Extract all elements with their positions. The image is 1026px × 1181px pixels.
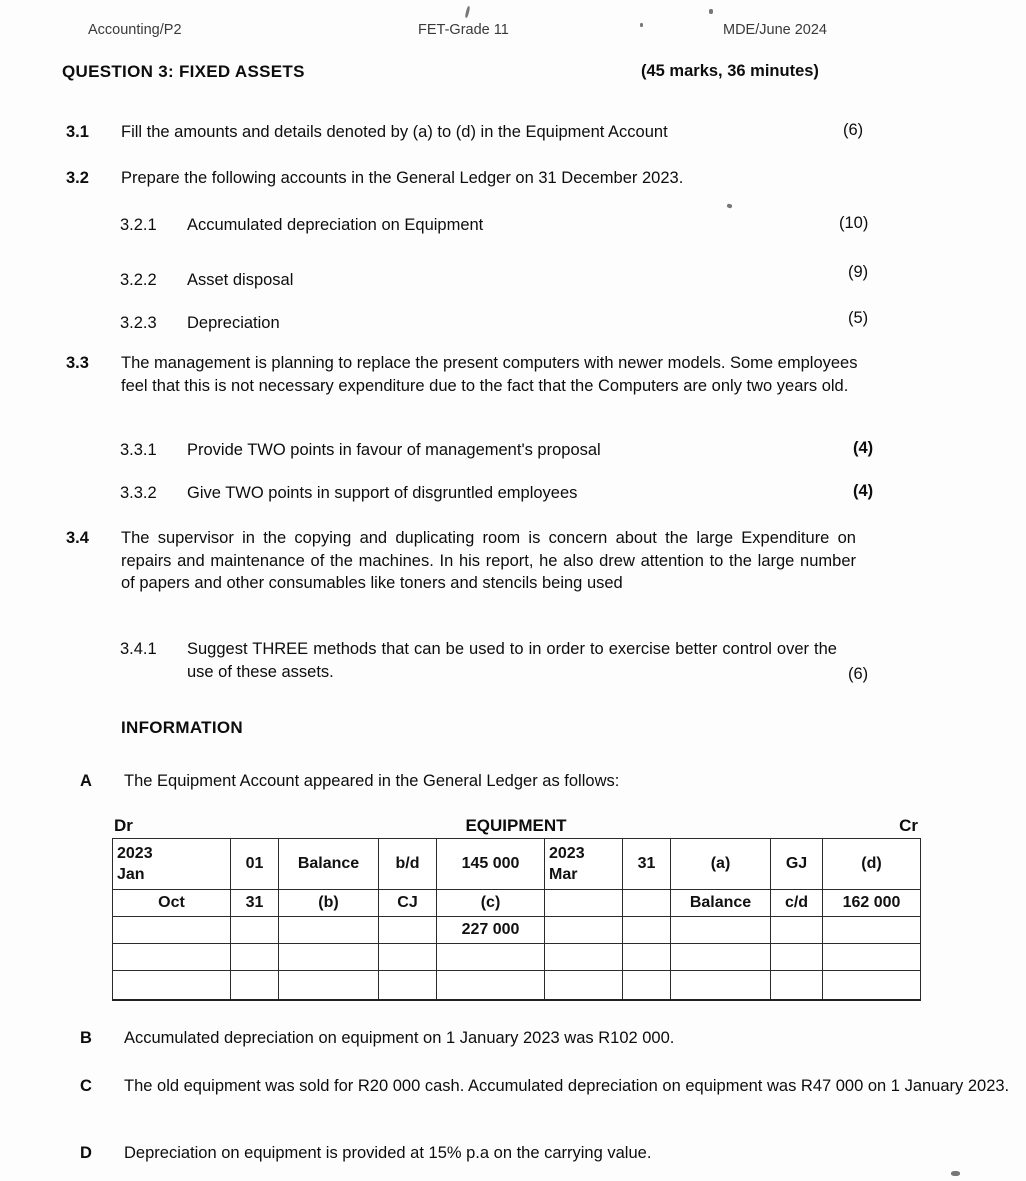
- dr-details-2: (b): [279, 890, 379, 917]
- cr-blank-k: [671, 971, 771, 1001]
- dr-blank-d: [379, 917, 437, 944]
- item-text: Asset disposal: [187, 271, 294, 289]
- marks-3-1: (6): [843, 121, 864, 139]
- cr-blank-d: [771, 917, 823, 944]
- cr-closing-rule: [823, 944, 921, 971]
- table-row-totals: [113, 917, 921, 944]
- cr-blank-l: [771, 971, 823, 1001]
- note-letter: A: [80, 772, 92, 790]
- scan-artefact: [640, 23, 643, 27]
- cr-blank-c: [671, 917, 771, 944]
- dr-blank-i: [113, 971, 231, 1001]
- dr-day: 01: [231, 839, 279, 890]
- dr-month-2: Oct: [113, 890, 231, 917]
- question-item-3-2: [66, 167, 866, 190]
- cr-day: 31: [623, 839, 671, 890]
- item-text: Accumulated depreciation on Equipment: [187, 216, 484, 234]
- question-title: QUESTION 3: FIXED ASSETS: [62, 62, 305, 81]
- note-letter: B: [80, 1029, 92, 1047]
- cr-amount: (d): [823, 839, 921, 890]
- cr-amount-2: 162 000: [823, 890, 921, 917]
- cr-blank-m: [823, 971, 921, 1001]
- dr-amount: 145 000: [437, 839, 545, 890]
- ledger-debit-label: Dr: [114, 816, 133, 835]
- dr-closing-rule: [437, 944, 545, 971]
- question-item-3-4: [66, 527, 856, 595]
- cr-month-2: [545, 890, 623, 917]
- note-text: Accumulated depreciation on equipment on 1 January 2023 was R102 000.: [124, 1029, 675, 1047]
- cr-month: Mar: [549, 866, 578, 883]
- dr-blank-h: [379, 944, 437, 971]
- cr-blank-f: [623, 944, 671, 971]
- cr-year: 2023: [549, 845, 585, 862]
- dr-blank-k: [279, 971, 379, 1001]
- header-subject: Accounting/P2: [88, 22, 182, 38]
- information-note-c: [80, 1075, 1009, 1098]
- dr-blank-b: [231, 917, 279, 944]
- dr-date-cell: [113, 839, 231, 890]
- cr-blank-g: [671, 944, 771, 971]
- dr-blank-l: [379, 971, 437, 1001]
- cr-day-2: [623, 890, 671, 917]
- header-exam-body: MDE/June 2024: [723, 22, 827, 38]
- header-grade: FET-Grade 11: [418, 22, 509, 38]
- item-text: Provide TWO points in favour of management's proposal: [187, 441, 601, 459]
- question-item-3-2-3: [120, 312, 887, 335]
- note-text: The old equipment was sold for R20 000 cash. Accumulated depreciation on equipment was R47 000 on 1 January 2023.: [124, 1077, 1010, 1095]
- dr-amount-2: (c): [437, 890, 545, 917]
- dr-blank-a: [113, 917, 231, 944]
- item-text: Depreciation: [187, 314, 280, 332]
- table-row: [113, 839, 921, 890]
- item-number: 3.1: [66, 123, 89, 141]
- marks-3-3-1: (4): [853, 439, 874, 457]
- dr-day-2: 31: [231, 890, 279, 917]
- information-note-d: [80, 1142, 651, 1165]
- dr-blank-j: [231, 971, 279, 1001]
- scan-artefact: [951, 1171, 960, 1176]
- question-item-3-1: [66, 121, 866, 144]
- cr-fol: GJ: [771, 839, 823, 890]
- item-number: 3.2.2: [120, 271, 157, 289]
- marks-3-2-1: (10): [839, 214, 869, 232]
- dr-details: Balance: [279, 839, 379, 890]
- dr-fol-2: CJ: [379, 890, 437, 917]
- ledger-caption: [112, 816, 920, 838]
- item-number: 3.3: [66, 354, 89, 372]
- cr-details-2: Balance: [671, 890, 771, 917]
- item-text: Give TWO points in support of disgruntled employees: [187, 484, 578, 502]
- cr-blank-e: [545, 944, 623, 971]
- information-note-a: [80, 770, 619, 793]
- question-item-3-3-1: [120, 439, 887, 462]
- cr-blank-j: [623, 971, 671, 1001]
- question-item-3-2-1: [120, 214, 887, 237]
- cr-total: [823, 917, 921, 944]
- item-number: 3.2.1: [120, 216, 157, 234]
- table-row-closing: [113, 944, 921, 971]
- table-row-empty: [113, 971, 921, 1001]
- note-text: Depreciation on equipment is provided at 15% p.a on the carrying value.: [124, 1144, 652, 1162]
- ledger-account-name: EQUIPMENT: [465, 816, 567, 835]
- cr-blank-b: [623, 917, 671, 944]
- item-text: Fill the amounts and details denoted by (a) to (d) in the Equipment Account: [121, 123, 668, 141]
- cr-blank-h: [771, 944, 823, 971]
- scan-artefact: [709, 9, 713, 14]
- marks-3-4-1: (6): [848, 665, 869, 683]
- scan-artefact: [726, 203, 732, 208]
- note-text: The Equipment Account appeared in the General Ledger as follows:: [124, 772, 620, 790]
- table-row: [113, 890, 921, 917]
- item-number: 3.2: [66, 169, 89, 187]
- item-number: 3.4: [66, 529, 89, 547]
- dr-blank-f: [231, 944, 279, 971]
- cr-date-cell: [545, 839, 623, 890]
- dr-blank-m: [437, 971, 545, 1001]
- dr-fol: b/d: [379, 839, 437, 890]
- item-text: The management is planning to replace the present computers with newer models. Some employees feel that this is not necessary expenditure due to the fact that the Computers are only two years old.: [121, 354, 858, 395]
- information-heading: INFORMATION: [121, 718, 243, 737]
- dr-blank-c: [279, 917, 379, 944]
- information-note-b: [80, 1027, 674, 1050]
- question-item-3-4-1: [120, 638, 837, 683]
- question-item-3-2-2: [120, 269, 887, 292]
- cr-fol-2: c/d: [771, 890, 823, 917]
- note-letter: C: [80, 1077, 92, 1095]
- item-number: 3.3.1: [120, 441, 157, 459]
- equipment-ledger: [112, 816, 920, 1001]
- item-number: 3.4.1: [120, 640, 157, 658]
- dr-blank-e: [113, 944, 231, 971]
- dr-month: Jan: [117, 866, 145, 883]
- ledger-table: [112, 838, 921, 1001]
- question-item-3-3-2: [120, 482, 887, 505]
- marks-3-2-2: (9): [848, 263, 869, 281]
- marks-3-3-2: (4): [853, 482, 874, 500]
- cr-blank-i: [545, 971, 623, 1001]
- item-number: 3.3.2: [120, 484, 157, 502]
- marks-3-2-3: (5): [848, 309, 869, 327]
- item-number: 3.2.3: [120, 314, 157, 332]
- item-text: Suggest THREE methods that can be used to in order to exercise better control over the use of these assets.: [187, 640, 837, 681]
- dr-blank-g: [279, 944, 379, 971]
- question-item-3-3: [66, 352, 866, 397]
- item-text: The supervisor in the copying and duplicating room is concern about the large Expenditure on repairs and maintenance of the machines. In his report, he also drew attention to the large number of papers and other consumables like toners and stencils being used: [121, 529, 856, 592]
- dr-year: 2023: [117, 845, 153, 862]
- cr-blank-a: [545, 917, 623, 944]
- dr-total: 227 000: [437, 917, 545, 944]
- ledger-credit-label: Cr: [899, 816, 918, 835]
- note-letter: D: [80, 1144, 92, 1162]
- running-header: [0, 22, 1026, 42]
- scan-artefact: [465, 6, 471, 18]
- item-text: Prepare the following accounts in the General Ledger on 31 December 2023.: [121, 169, 684, 187]
- question-marks: (45 marks, 36 minutes): [641, 62, 819, 80]
- cr-details: (a): [671, 839, 771, 890]
